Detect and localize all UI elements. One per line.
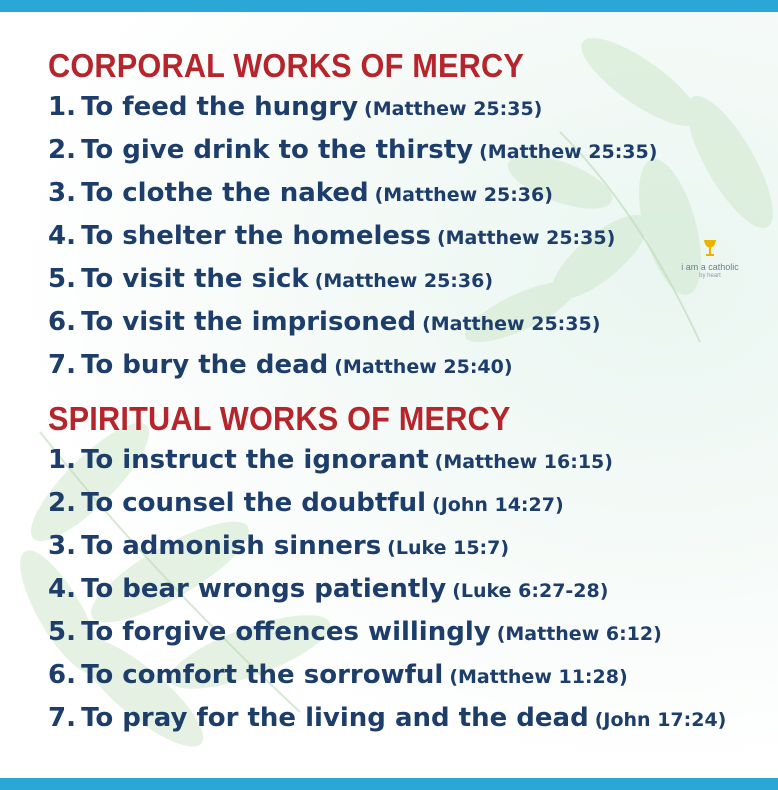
item-reference: (Matthew 25:40) xyxy=(334,356,513,378)
list-item xyxy=(48,568,758,611)
item-number: 6. xyxy=(48,660,76,690)
list-item xyxy=(48,697,758,740)
item-reference: (John 14:27) xyxy=(432,494,564,516)
watermark-logo xyxy=(660,238,760,280)
list-item xyxy=(48,482,758,525)
list-item xyxy=(48,258,758,301)
item-reference: (Matthew 25:35) xyxy=(436,227,616,249)
item-text: To feed the hungry xyxy=(81,92,359,122)
item-reference: (Matthew 25:36) xyxy=(374,184,553,206)
item-reference: (Matthew 16:15) xyxy=(434,451,613,473)
item-text: To clothe the naked xyxy=(81,178,369,208)
list-item xyxy=(48,215,758,258)
list-item xyxy=(48,86,758,129)
item-text: To pray for the living and the dead xyxy=(81,703,589,733)
chalice-icon xyxy=(702,238,718,258)
item-reference: (Matthew 25:35) xyxy=(364,98,543,120)
item-number: 1. xyxy=(48,92,76,122)
item-reference: (Matthew 11:28) xyxy=(449,666,628,688)
item-number: 7. xyxy=(48,350,76,380)
item-reference: (Matthew 25:36) xyxy=(314,270,494,292)
list-item xyxy=(48,344,758,387)
item-number: 4. xyxy=(48,221,76,251)
item-text: To visit the sick xyxy=(81,264,309,294)
list-item xyxy=(48,129,758,172)
content-area xyxy=(48,46,758,740)
item-text: To instruct the ignorant xyxy=(81,445,429,475)
item-number: 2. xyxy=(48,135,76,165)
item-reference: (John 17:24) xyxy=(594,709,727,731)
item-reference: (Matthew 25:35) xyxy=(422,313,601,335)
item-reference: (Matthew 25:35) xyxy=(479,141,658,163)
item-reference: (Matthew 6:12) xyxy=(496,623,662,645)
item-number: 1. xyxy=(48,445,76,475)
item-number: 3. xyxy=(48,531,76,561)
list-item xyxy=(48,654,758,697)
item-text: To admonish sinners xyxy=(81,531,382,561)
item-number: 7. xyxy=(48,703,76,733)
item-number: 5. xyxy=(48,264,76,294)
item-number: 2. xyxy=(48,488,76,518)
logo-text: i am a catholic xyxy=(681,262,739,272)
list-item xyxy=(48,301,758,344)
item-text: To give drink to the thirsty xyxy=(81,135,474,165)
list-item xyxy=(48,439,758,482)
item-text: To comfort the sorrowful xyxy=(81,660,444,690)
item-text: To forgive offences willingly xyxy=(81,617,491,647)
spiritual-list xyxy=(48,439,758,740)
spiritual-heading: SPIRITUAL WORKS OF MERCY xyxy=(48,400,511,437)
list-item xyxy=(48,525,758,568)
item-reference: (Luke 6:27-28) xyxy=(452,580,609,602)
section-gap xyxy=(48,387,758,399)
corporal-list xyxy=(48,86,758,387)
item-reference: (Luke 15:7) xyxy=(387,537,510,559)
item-text: To bury the dead xyxy=(81,350,329,380)
list-item xyxy=(48,172,758,215)
item-number: 3. xyxy=(48,178,76,208)
item-text: To shelter the homeless xyxy=(81,221,431,251)
item-text: To counsel the doubtful xyxy=(81,488,427,518)
item-number: 4. xyxy=(48,574,76,604)
item-text: To bear wrongs patiently xyxy=(81,574,447,604)
corporal-heading: CORPORAL WORKS OF MERCY xyxy=(48,47,525,84)
logo-subtext: by heart xyxy=(699,273,721,279)
item-number: 5. xyxy=(48,617,76,647)
item-number: 6. xyxy=(48,307,76,337)
item-text: To visit the imprisoned xyxy=(81,307,417,337)
list-item xyxy=(48,611,758,654)
